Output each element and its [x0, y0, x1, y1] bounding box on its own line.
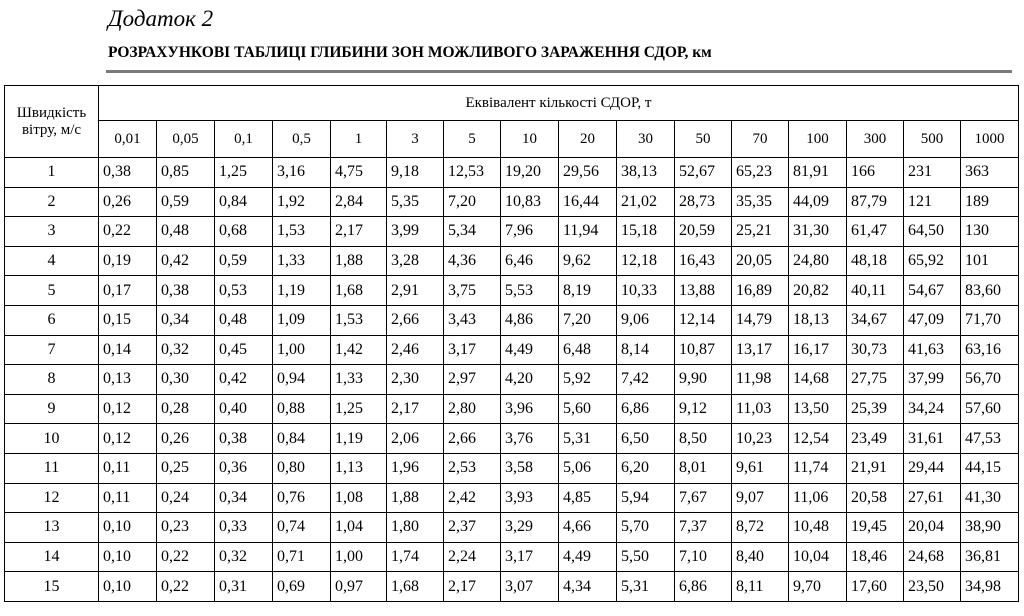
depth-value-cell: 12,18	[617, 246, 675, 276]
depth-value-cell: 16,44	[559, 187, 617, 217]
depth-value-cell: 3,29	[501, 513, 559, 543]
depth-value-cell: 12,53	[444, 158, 501, 188]
depth-value-cell: 87,79	[847, 187, 904, 217]
depth-value-cell: 9,70	[789, 572, 847, 602]
depth-value-cell: 44,15	[961, 453, 1019, 483]
depth-value-cell: 1,74	[387, 542, 444, 572]
table-row	[5, 187, 1019, 217]
depth-value-cell: 1,25	[331, 394, 387, 424]
depth-value-cell: 0,59	[215, 246, 273, 276]
depth-value-cell: 3,16	[273, 158, 331, 188]
depth-value-cell: 1,53	[273, 217, 331, 247]
depth-value-cell: 189	[961, 187, 1019, 217]
depth-value-cell: 36,81	[961, 542, 1019, 572]
depth-value-cell: 7,96	[501, 217, 559, 247]
depth-value-cell: 56,70	[961, 365, 1019, 395]
depth-value-cell: 6,50	[617, 424, 675, 454]
depth-value-cell: 1,25	[215, 158, 273, 188]
depth-value-cell: 1,42	[331, 335, 387, 365]
depth-value-cell: 16,89	[732, 276, 789, 306]
depth-value-cell: 5,92	[559, 365, 617, 395]
depth-value-cell: 0,53	[215, 276, 273, 306]
wind-speed-cell: 10	[5, 424, 99, 454]
depth-value-cell: 16,17	[789, 335, 847, 365]
depth-value-cell: 7,67	[675, 483, 732, 513]
depth-value-cell: 101	[961, 246, 1019, 276]
depth-value-cell: 9,62	[559, 246, 617, 276]
wind-speed-cell: 4	[5, 246, 99, 276]
table-row	[5, 424, 1019, 454]
depth-value-cell: 18,46	[847, 542, 904, 572]
depth-value-cell: 7,10	[675, 542, 732, 572]
depth-value-cell: 1,53	[331, 305, 387, 335]
depth-value-cell: 3,75	[444, 276, 501, 306]
depth-value-cell: 8,50	[675, 424, 732, 454]
depth-value-cell: 3,76	[501, 424, 559, 454]
depth-value-cell: 3,43	[444, 305, 501, 335]
depth-value-cell: 4,66	[559, 513, 617, 543]
depth-value-cell: 21,91	[847, 453, 904, 483]
column-header: 30	[617, 121, 675, 158]
depth-value-cell: 3,07	[501, 572, 559, 602]
depth-value-cell: 0,22	[157, 572, 215, 602]
table-row	[5, 453, 1019, 483]
depth-value-cell: 0,30	[157, 365, 215, 395]
depth-value-cell: 0,59	[157, 187, 215, 217]
depth-value-cell: 1,19	[331, 424, 387, 454]
depth-value-cell: 2,24	[444, 542, 501, 572]
depth-value-cell: 5,94	[617, 483, 675, 513]
depth-value-cell: 0,97	[331, 572, 387, 602]
footnote-fragment	[26, 604, 66, 616]
depth-value-cell: 0,48	[215, 305, 273, 335]
depth-value-cell: 2,42	[444, 483, 501, 513]
equivalent-quantity-header: Еквівалент кількості СДОР, т	[99, 86, 1019, 121]
depth-value-cell: 34,67	[847, 305, 904, 335]
wind-speed-cell: 12	[5, 483, 99, 513]
wind-speed-cell: 15	[5, 572, 99, 602]
depth-value-cell: 1,33	[273, 246, 331, 276]
depth-value-cell: 231	[904, 158, 961, 188]
depth-value-cell: 1,04	[331, 513, 387, 543]
depth-value-cell: 3,93	[501, 483, 559, 513]
depth-value-cell: 29,56	[559, 158, 617, 188]
depth-value-cell: 20,59	[675, 217, 732, 247]
depth-value-cell: 40,11	[847, 276, 904, 306]
depth-value-cell: 27,75	[847, 365, 904, 395]
depth-value-cell: 0,88	[273, 394, 331, 424]
column-header: 100	[789, 121, 847, 158]
depth-value-cell: 13,50	[789, 394, 847, 424]
depth-value-cell: 0,74	[273, 513, 331, 543]
depth-value-cell: 2,17	[387, 394, 444, 424]
table-row	[5, 542, 1019, 572]
depth-value-cell: 0,25	[157, 453, 215, 483]
depth-value-cell: 1,00	[273, 335, 331, 365]
depth-value-cell: 0,17	[99, 276, 157, 306]
depth-value-cell: 0,76	[273, 483, 331, 513]
column-header-row	[5, 121, 1019, 158]
depth-value-cell: 14,79	[732, 305, 789, 335]
depth-value-cell: 0,11	[99, 483, 157, 513]
depth-value-cell: 2,17	[444, 572, 501, 602]
depth-value-cell: 2,17	[331, 217, 387, 247]
depth-value-cell: 1,09	[273, 305, 331, 335]
depth-value-cell: 12,14	[675, 305, 732, 335]
depth-value-cell: 3,96	[501, 394, 559, 424]
table-row	[5, 158, 1019, 188]
depth-value-cell: 2,46	[387, 335, 444, 365]
wind-speed-cell: 13	[5, 513, 99, 543]
depth-value-cell: 5,70	[617, 513, 675, 543]
depth-value-cell: 5,53	[501, 276, 559, 306]
depth-value-cell: 0,13	[99, 365, 157, 395]
depth-value-cell: 29,44	[904, 453, 961, 483]
table-row	[5, 246, 1019, 276]
depth-value-cell: 37,99	[904, 365, 961, 395]
depth-value-cell: 5,60	[559, 394, 617, 424]
depth-value-cell: 2,30	[387, 365, 444, 395]
depth-value-cell: 2,84	[331, 187, 387, 217]
depth-value-cell: 4,85	[559, 483, 617, 513]
depth-value-cell: 11,98	[732, 365, 789, 395]
depth-value-cell: 9,06	[617, 305, 675, 335]
depth-value-cell: 0,84	[273, 424, 331, 454]
depth-value-cell: 9,18	[387, 158, 444, 188]
depth-value-cell: 48,18	[847, 246, 904, 276]
depth-value-cell: 14,68	[789, 365, 847, 395]
depth-value-cell: 10,83	[501, 187, 559, 217]
depth-value-cell: 0,31	[215, 572, 273, 602]
depth-value-cell: 0,22	[99, 217, 157, 247]
depth-value-cell: 8,40	[732, 542, 789, 572]
table-row	[5, 483, 1019, 513]
depth-value-cell: 7,20	[559, 305, 617, 335]
depth-value-cell: 0,10	[99, 542, 157, 572]
depth-value-cell: 0,69	[273, 572, 331, 602]
depth-value-cell: 4,49	[501, 335, 559, 365]
depth-value-cell: 7,42	[617, 365, 675, 395]
depth-value-cell: 1,00	[331, 542, 387, 572]
wind-speed-cell: 14	[5, 542, 99, 572]
depth-value-cell: 83,60	[961, 276, 1019, 306]
column-header: 3	[387, 121, 444, 158]
depth-value-cell: 47,09	[904, 305, 961, 335]
column-header: 70	[732, 121, 789, 158]
depth-value-cell: 0,94	[273, 365, 331, 395]
table-row	[5, 572, 1019, 602]
depth-value-cell: 0,10	[99, 572, 157, 602]
depth-value-cell: 4,34	[559, 572, 617, 602]
depth-value-cell: 12,54	[789, 424, 847, 454]
depth-value-cell: 0,85	[157, 158, 215, 188]
depth-value-cell: 1,88	[387, 483, 444, 513]
depth-value-cell: 65,23	[732, 158, 789, 188]
depth-value-cell: 10,04	[789, 542, 847, 572]
depth-value-cell: 363	[961, 158, 1019, 188]
depth-value-cell: 25,21	[732, 217, 789, 247]
depth-value-cell: 61,47	[847, 217, 904, 247]
depth-value-cell: 41,63	[904, 335, 961, 365]
depth-value-cell: 9,07	[732, 483, 789, 513]
depth-value-cell: 166	[847, 158, 904, 188]
table-row	[5, 276, 1019, 306]
depth-value-cell: 0,26	[157, 424, 215, 454]
column-header: 20	[559, 121, 617, 158]
depth-value-cell: 0,48	[157, 217, 215, 247]
table-row	[5, 217, 1019, 247]
depth-value-cell: 17,60	[847, 572, 904, 602]
depth-value-cell: 0,24	[157, 483, 215, 513]
depth-value-cell: 9,12	[675, 394, 732, 424]
depth-value-cell: 0,32	[157, 335, 215, 365]
depth-value-cell: 4,86	[501, 305, 559, 335]
wind-speed-cell: 2	[5, 187, 99, 217]
depth-value-cell: 13,17	[732, 335, 789, 365]
depth-value-cell: 20,82	[789, 276, 847, 306]
depth-value-cell: 10,48	[789, 513, 847, 543]
depth-value-cell: 0,34	[215, 483, 273, 513]
depth-value-cell: 4,75	[331, 158, 387, 188]
depth-value-cell: 5,31	[617, 572, 675, 602]
column-header: 0,1	[215, 121, 273, 158]
depth-value-cell: 1,19	[273, 276, 331, 306]
depth-value-cell: 0,11	[99, 453, 157, 483]
depth-value-cell: 71,70	[961, 305, 1019, 335]
column-header: 500	[904, 121, 961, 158]
wind-speed-cell: 5	[5, 276, 99, 306]
depth-value-cell: 34,98	[961, 572, 1019, 602]
depth-value-cell: 0,38	[215, 424, 273, 454]
wind-speed-cell: 1	[5, 158, 99, 188]
depth-value-cell: 5,35	[387, 187, 444, 217]
depth-value-cell: 2,37	[444, 513, 501, 543]
depth-value-cell: 0,32	[215, 542, 273, 572]
depth-value-cell: 11,74	[789, 453, 847, 483]
depth-value-cell: 4,36	[444, 246, 501, 276]
depth-value-cell: 19,45	[847, 513, 904, 543]
depth-value-cell: 2,53	[444, 453, 501, 483]
depth-value-cell: 25,39	[847, 394, 904, 424]
depth-value-cell: 6,86	[617, 394, 675, 424]
depth-value-cell: 18,13	[789, 305, 847, 335]
depth-value-cell: 3,17	[444, 335, 501, 365]
depth-value-cell: 0,80	[273, 453, 331, 483]
column-header: 300	[847, 121, 904, 158]
depth-value-cell: 2,80	[444, 394, 501, 424]
depth-value-cell: 11,03	[732, 394, 789, 424]
depth-value-cell: 47,53	[961, 424, 1019, 454]
depth-value-cell: 31,30	[789, 217, 847, 247]
depth-value-cell: 0,23	[157, 513, 215, 543]
depth-value-cell: 6,86	[675, 572, 732, 602]
depth-value-cell: 0,68	[215, 217, 273, 247]
depth-value-cell: 1,13	[331, 453, 387, 483]
depth-value-cell: 1,68	[331, 276, 387, 306]
contamination-depth-table	[4, 85, 1019, 602]
depth-value-cell: 6,46	[501, 246, 559, 276]
depth-value-cell: 0,12	[99, 394, 157, 424]
table-row	[5, 305, 1019, 335]
depth-value-cell: 20,04	[904, 513, 961, 543]
depth-value-cell: 35,35	[732, 187, 789, 217]
depth-value-cell: 0,14	[99, 335, 157, 365]
depth-value-cell: 7,37	[675, 513, 732, 543]
depth-value-cell: 9,61	[732, 453, 789, 483]
depth-value-cell: 44,09	[789, 187, 847, 217]
depth-value-cell: 0,38	[99, 158, 157, 188]
wind-speed-cell: 11	[5, 453, 99, 483]
depth-value-cell: 52,67	[675, 158, 732, 188]
depth-value-cell: 2,06	[387, 424, 444, 454]
depth-value-cell: 5,31	[559, 424, 617, 454]
depth-value-cell: 24,68	[904, 542, 961, 572]
depth-value-cell: 3,28	[387, 246, 444, 276]
depth-value-cell: 8,19	[559, 276, 617, 306]
column-header: 0,5	[273, 121, 331, 158]
depth-value-cell: 20,05	[732, 246, 789, 276]
depth-value-cell: 0,33	[215, 513, 273, 543]
depth-value-cell: 2,91	[387, 276, 444, 306]
title-divider	[106, 70, 1012, 73]
depth-value-cell: 7,20	[444, 187, 501, 217]
depth-value-cell: 3,17	[501, 542, 559, 572]
depth-value-cell: 130	[961, 217, 1019, 247]
depth-value-cell: 0,12	[99, 424, 157, 454]
depth-value-cell: 38,13	[617, 158, 675, 188]
depth-value-cell: 3,58	[501, 453, 559, 483]
depth-value-cell: 0,36	[215, 453, 273, 483]
depth-value-cell: 9,90	[675, 365, 732, 395]
depth-value-cell: 10,23	[732, 424, 789, 454]
table-row	[5, 513, 1019, 543]
depth-value-cell: 6,20	[617, 453, 675, 483]
column-header: 50	[675, 121, 732, 158]
depth-value-cell: 0,84	[215, 187, 273, 217]
depth-value-cell: 23,50	[904, 572, 961, 602]
depth-value-cell: 31,61	[904, 424, 961, 454]
depth-value-cell: 3,99	[387, 217, 444, 247]
depth-value-cell: 34,24	[904, 394, 961, 424]
depth-value-cell: 30,73	[847, 335, 904, 365]
depth-value-cell: 21,02	[617, 187, 675, 217]
wind-speed-cell: 7	[5, 335, 99, 365]
depth-value-cell: 2,97	[444, 365, 501, 395]
depth-value-cell: 0,42	[157, 246, 215, 276]
annex-label: Додаток 2	[108, 6, 214, 31]
wind-speed-header: Швидкість вітру, м/с	[5, 86, 99, 158]
column-header: 1000	[961, 121, 1019, 158]
depth-value-cell: 1,92	[273, 187, 331, 217]
depth-value-cell: 10,33	[617, 276, 675, 306]
depth-value-cell: 0,71	[273, 542, 331, 572]
depth-value-cell: 4,20	[501, 365, 559, 395]
depth-value-cell: 8,14	[617, 335, 675, 365]
depth-value-cell: 16,43	[675, 246, 732, 276]
table-row	[5, 335, 1019, 365]
depth-value-cell: 8,01	[675, 453, 732, 483]
column-header: 0,01	[99, 121, 157, 158]
depth-value-cell: 0,22	[157, 542, 215, 572]
depth-value-cell: 2,66	[387, 305, 444, 335]
depth-value-cell: 0,45	[215, 335, 273, 365]
table-body	[5, 158, 1019, 602]
depth-value-cell: 121	[904, 187, 961, 217]
table-row	[5, 365, 1019, 395]
depth-value-cell: 8,72	[732, 513, 789, 543]
depth-value-cell: 27,61	[904, 483, 961, 513]
depth-value-cell: 0,42	[215, 365, 273, 395]
column-header: 1	[331, 121, 387, 158]
column-header: 0,05	[157, 121, 215, 158]
depth-value-cell: 57,60	[961, 394, 1019, 424]
depth-value-cell: 0,34	[157, 305, 215, 335]
depth-value-cell: 6,48	[559, 335, 617, 365]
depth-value-cell: 0,26	[99, 187, 157, 217]
depth-value-cell: 54,67	[904, 276, 961, 306]
depth-value-cell: 65,92	[904, 246, 961, 276]
depth-value-cell: 41,30	[961, 483, 1019, 513]
depth-value-cell: 23,49	[847, 424, 904, 454]
depth-value-cell: 11,06	[789, 483, 847, 513]
depth-value-cell: 64,50	[904, 217, 961, 247]
depth-value-cell: 38,90	[961, 513, 1019, 543]
depth-value-cell: 0,10	[99, 513, 157, 543]
depth-value-cell: 24,80	[789, 246, 847, 276]
wind-speed-cell: 6	[5, 305, 99, 335]
depth-value-cell: 0,19	[99, 246, 157, 276]
depth-value-cell: 10,87	[675, 335, 732, 365]
depth-value-cell: 19,20	[501, 158, 559, 188]
depth-value-cell: 0,15	[99, 305, 157, 335]
depth-value-cell: 8,11	[732, 572, 789, 602]
depth-value-cell: 2,66	[444, 424, 501, 454]
depth-value-cell: 1,96	[387, 453, 444, 483]
depth-value-cell: 5,06	[559, 453, 617, 483]
depth-value-cell: 1,08	[331, 483, 387, 513]
depth-value-cell: 1,33	[331, 365, 387, 395]
depth-value-cell: 0,38	[157, 276, 215, 306]
depth-value-cell: 28,73	[675, 187, 732, 217]
depth-value-cell: 1,88	[331, 246, 387, 276]
wind-speed-cell: 8	[5, 365, 99, 395]
depth-value-cell: 5,50	[617, 542, 675, 572]
depth-value-cell: 11,94	[559, 217, 617, 247]
table-title: РОЗРАХУНКОВІ ТАБЛИЦІ ГЛИБИНИ ЗОН МОЖЛИВОГО ЗАРАЖЕННЯ СДОР, км	[108, 44, 712, 61]
wind-speed-cell: 9	[5, 394, 99, 424]
depth-value-cell: 81,91	[789, 158, 847, 188]
wind-speed-cell: 3	[5, 217, 99, 247]
depth-value-cell: 1,68	[387, 572, 444, 602]
column-header: 5	[444, 121, 501, 158]
depth-value-cell: 5,34	[444, 217, 501, 247]
depth-value-cell: 4,49	[559, 542, 617, 572]
depth-value-cell: 15,18	[617, 217, 675, 247]
table-row	[5, 394, 1019, 424]
depth-value-cell: 0,28	[157, 394, 215, 424]
column-header: 10	[501, 121, 559, 158]
depth-value-cell: 63,16	[961, 335, 1019, 365]
depth-value-cell: 0,40	[215, 394, 273, 424]
depth-value-cell: 1,80	[387, 513, 444, 543]
depth-value-cell: 13,88	[675, 276, 732, 306]
depth-value-cell: 20,58	[847, 483, 904, 513]
